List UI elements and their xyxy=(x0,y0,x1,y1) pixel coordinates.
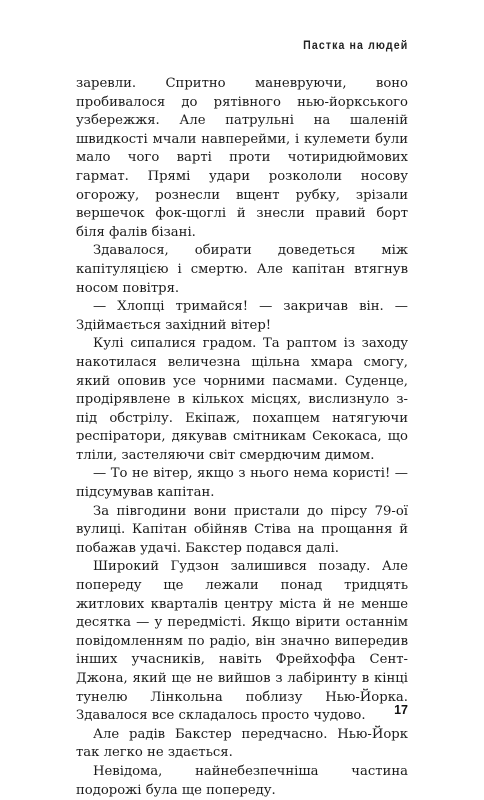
paragraph: Здавалося, обирати доведеться між капітуляцією і смертю. Але капітан втягнув носом повітря. xyxy=(76,243,408,296)
paragraph: заревли. Спритно маневруючи, воно пробивалося до рятівного нью-йоркського узбережжя. Але патрульні на шаленій швидкості мчали навперейми, і кулемети були мало чого варті проти чотиридюймових гармат. Прямі удари розкололи носову огорожу, рознесли вщент рубку, зрізали вершечок фок-щоглі й знесли правий борт біля фалів бізані. xyxy=(76,76,408,240)
paragraph: Широкий Гудзон залишився позаду. Але попереду ще лежали понад тридцять житлових кварталів центру міста й не менше десятка — у передмісті. Якщо вірити останнім повідомленням по радіо, він значно випередив інших учасників, навіть Фрейхоффа Сент-Джона, який ще не вийшов з лабіринту в кінці тунелю Лінкольна поблизу Нью-Йорка. Здавалося все складалось просто чудово. xyxy=(76,559,408,724)
page-number: 17 xyxy=(394,703,408,717)
paragraph: Кулі сипалися градом. Та раптом із заходу накотилася величезна щільна хмара смогу, який оповив усе чорними пасмами. Суденце, продірявлене в кількох місцях, вислизнуло з-під обстрілу. Екіпаж, похапцем натягуючи респіратори, дякував смітникам Секокаса, що тліли, застеляючи світ смердючим димом. xyxy=(76,336,408,463)
paragraph: — То не вітер, якщо з нього нема користі! — підсумував капітан. xyxy=(76,466,408,501)
paragraph: Невідома, найнебезпечніша частина подорожі була ще попереду. xyxy=(76,763,408,798)
body-text xyxy=(76,75,408,800)
paragraph: За півгодини вони пристали до пірсу 79-ої вулиці. Капітан обійняв Стіва на прощання й побажав удачі. Бакстер подався далі. xyxy=(76,503,408,556)
running-head: Пастка на людей xyxy=(302,40,408,52)
paragraph: — Хлопці тримайся! — закричав він. — Здіймається західний вітер! xyxy=(76,299,408,333)
paragraph: Але радів Бакстер передчасно. Нью-Йорк так легко не здається. xyxy=(76,726,408,761)
